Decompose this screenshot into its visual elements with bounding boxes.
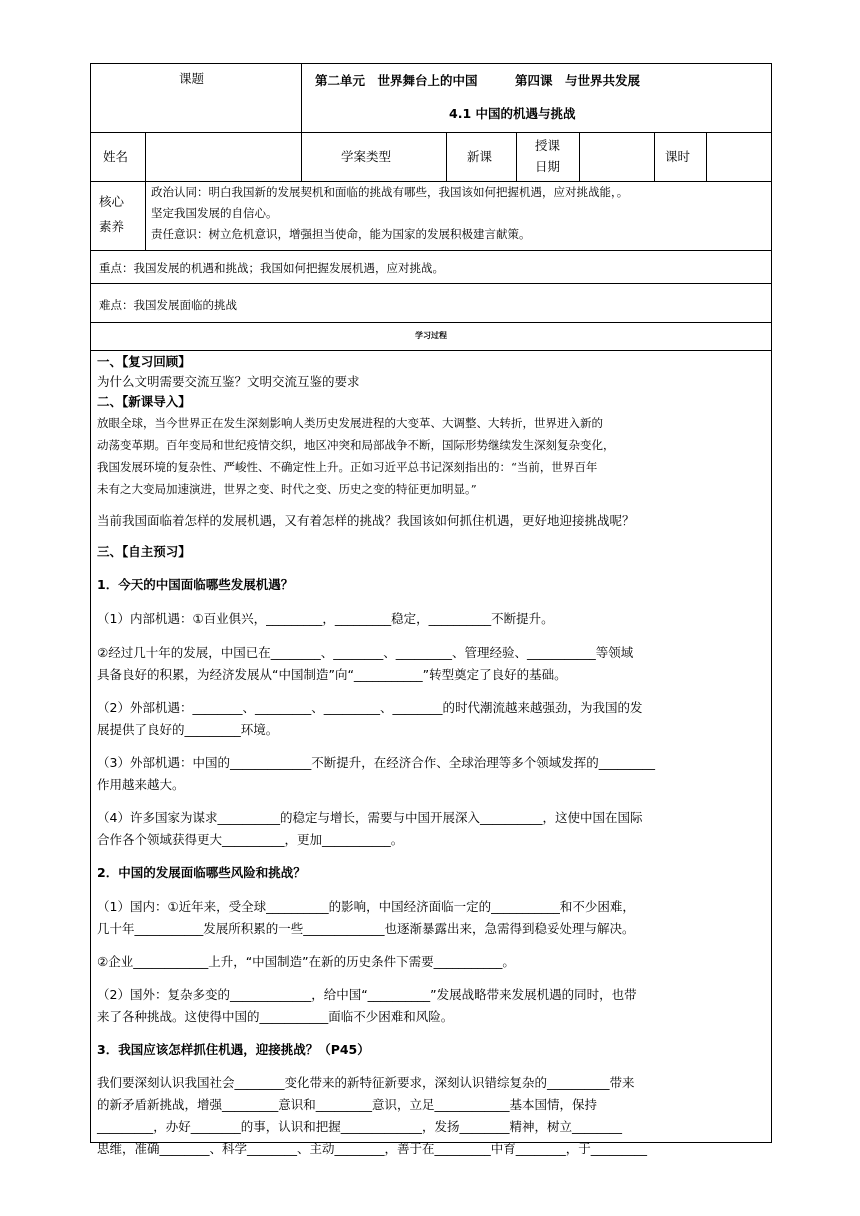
section-review-title: 一、【复习回顾】 bbox=[97, 354, 191, 369]
key-point-row bbox=[91, 251, 771, 284]
q1-line-4: （2）外部机遇：________、_________、_________、________的时代潮流越来越强劲，为我国的发 bbox=[97, 700, 643, 715]
core-line-1: 政治认同：明白我国新的发展契机和面临的挑战有哪些，我国该如何把握机遇，应对挑战能，。 bbox=[151, 185, 629, 199]
date-label-2: 日期 bbox=[535, 159, 561, 174]
core-label-2: 素养 bbox=[99, 219, 125, 234]
q1-line-8: （4）许多国家为谋求__________的稳定与增长，需要与中国开展深入__________，这使中国在国际 bbox=[97, 810, 643, 825]
q2-line-3: ②企业____________上升，“中国制造”在新的历史条件下需要___________。 bbox=[97, 954, 515, 969]
q1-line-7: 作用越来越大。 bbox=[97, 777, 185, 792]
q3-line-2: 的新矛盾新挑战，增强_________意识和_________意识，立足____________基本国情，保持 bbox=[97, 1097, 598, 1112]
core-line-2: 坚定我国发展的自信心。 bbox=[151, 206, 278, 220]
intro-para-line-1: 放眼全球，当今世界正在发生深刻影响人类历史发展进程的大变革、大调整、大转折，世界进入新的 bbox=[97, 416, 603, 430]
intro-para-line-4: 未有之大变局加速演进，世界之变、时代之变、历史之变的特征更加明显。” bbox=[97, 482, 477, 496]
type-label: 学案类型 bbox=[341, 149, 392, 164]
q3-line-3: _________，办好________的事，认识和把握_____________，发扬________精神，树立________ bbox=[97, 1119, 623, 1134]
q1-line-2: ②经过几十年的发展，中国已在________、________、_________、管理经验、___________等领域 bbox=[97, 645, 634, 660]
unit-title: 第二单元 世界舞台上的中国 第四课 与世界共发展 bbox=[315, 73, 641, 88]
info-row bbox=[91, 133, 771, 182]
q1-line-3: 具备良好的积累，为经济发展从“中国制造”向“___________”转型奠定了良好的基础。 bbox=[97, 667, 567, 682]
intro-question: 当前我国面临着怎样的发展机遇，又有着怎样的挑战？我国该如何抓住机遇，更好地迎接挑战呢？ bbox=[97, 513, 635, 528]
intro-para-line-3: 我国发展环境的复杂性、严峻性、不确定性上升。正如习近平总书记深刻指出的：“当前，世界百年 bbox=[97, 460, 598, 474]
q1-line-1: （1）内部机遇：①百业俱兴，_________，_________稳定，__________不断提升。 bbox=[97, 611, 554, 626]
intro-para-line-2: 动荡变革期。百年变局和世纪疫情交织，地区冲突和局部战争不断，国际形势继续发生深刻复杂变化， bbox=[97, 438, 615, 452]
hours-label: 课时 bbox=[665, 149, 691, 164]
difficult-point-row bbox=[91, 284, 771, 323]
core-line-3: 责任意识：树立危机意识，增强担当使命，能为国家的发展积极建言献策。 bbox=[151, 227, 531, 241]
content-area bbox=[91, 351, 771, 1156]
q3-title: 3．我国应该怎样抓住机遇，迎接挑战？（P45） bbox=[97, 1042, 370, 1057]
section-intro-title: 二、【新课导入】 bbox=[97, 394, 191, 409]
q2-line-4: （2）国外：复杂多变的_____________，给中国“__________”发展战略带来发展机遇的同时，也带 bbox=[97, 987, 637, 1002]
q2-line-2: 几十年___________发展所积累的一些_____________也逐渐暴露出来，急需得到稳妥处理与解决。 bbox=[97, 921, 635, 936]
name-label: 姓名 bbox=[103, 149, 129, 164]
key-point: 重点：我国发展的机遇和挑战；我国如何把握发展机遇，应对挑战。 bbox=[99, 261, 444, 275]
q2-line-5: 来了各种挑战。这使得中国的___________面临不少困难和风险。 bbox=[97, 1009, 454, 1024]
q2-title: 2．中国的发展面临哪些风险和挑战？ bbox=[97, 865, 306, 880]
lesson-title: 4.1 中国的机遇与挑战 bbox=[449, 106, 576, 121]
q2-line-1: （1）国内：①近年来，受全球__________的影响，中国经济面临一定的___________和不少困难， bbox=[97, 899, 635, 914]
core-literacy-row bbox=[91, 182, 771, 251]
worksheet-table bbox=[90, 63, 772, 1156]
type-value: 新课 bbox=[467, 149, 493, 164]
process-title: 学习过程 bbox=[415, 331, 447, 340]
review-question: 为什么文明需要交流互鉴？文明交流互鉴的要求 bbox=[97, 374, 360, 389]
q3-line-1: 我们要深刻认识我国社会________变化带来的新特征新要求，深刻认识错综复杂的__________带来 bbox=[97, 1075, 635, 1090]
section-preview-title: 三、【自主预习】 bbox=[97, 544, 191, 559]
difficult-point: 难点：我国发展面临的挑战 bbox=[99, 298, 237, 312]
core-label-1: 核心 bbox=[99, 194, 125, 209]
date-label-1: 授课 bbox=[535, 138, 561, 153]
q1-line-5: 展提供了良好的_________环境。 bbox=[97, 722, 279, 737]
q3-line-4: 思维，准确________、科学________、主动________，善于在_________中育________，于_________ bbox=[97, 1141, 648, 1156]
title-label: 课题 bbox=[179, 71, 205, 86]
q1-title: 1．今天的中国面临哪些发展机遇？ bbox=[97, 577, 294, 592]
q1-line-6: （3）外部机遇：中国的_____________不断提升，在经济合作、全球治理等多个领域发挥的_________ bbox=[97, 755, 655, 770]
process-title-row bbox=[91, 323, 771, 351]
q1-line-9: 合作各个领域获得更大__________，更加___________。 bbox=[97, 832, 404, 847]
header-row bbox=[91, 64, 771, 133]
